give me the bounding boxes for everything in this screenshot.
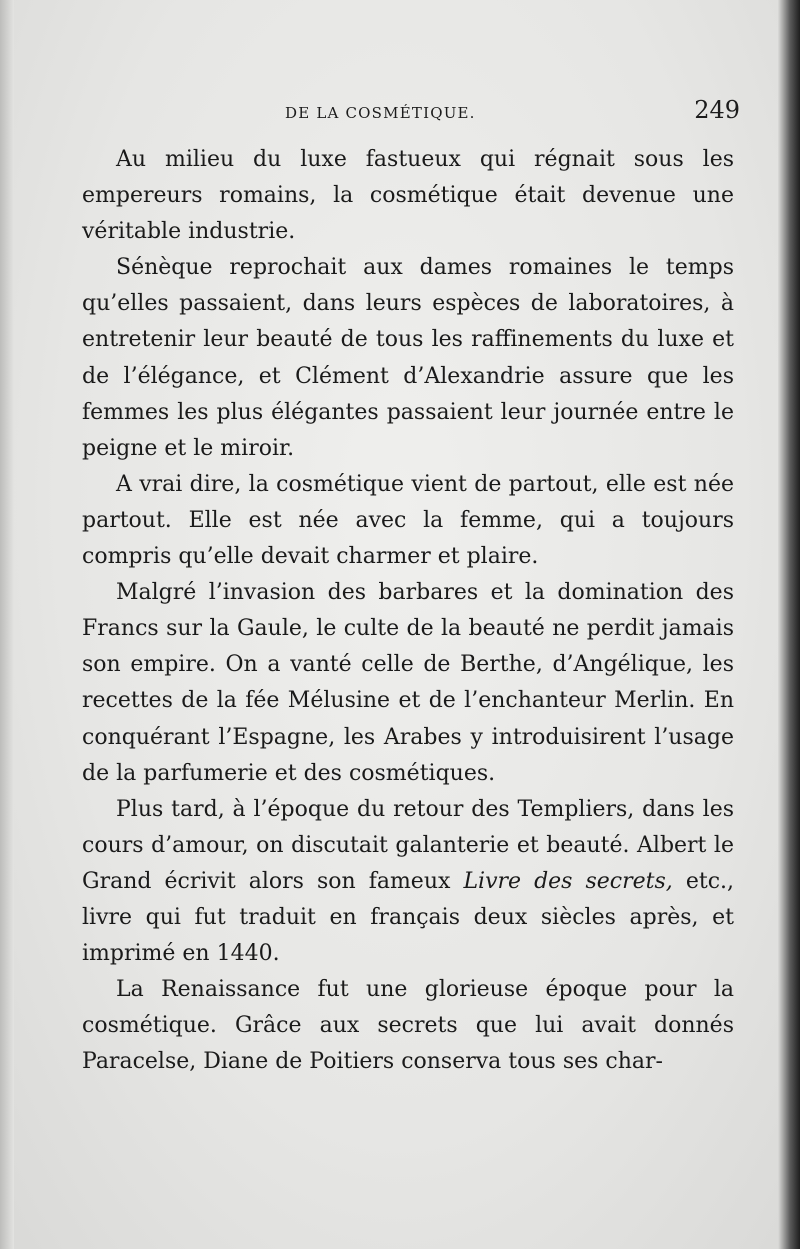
- paragraph-seneque: Sénèque reprochait aux dames romaines le temps qu’elles passaient, dans leurs espèces de laboratoires, à entretenir leur beauté de tous les raffinements du luxe et de l’élégance, et Clément d’Alexandrie assure que les femmes les plus élégantes passaient leur journée entre le peigne et le miroir.: [82, 255, 734, 461]
- paragraph-renaissance: La Renaissance fut une glorieuse époque pour la cosmétique. Grâce aux secrets que lui avait donnés Paracelse, Diane de Poitiers conserva tous ses char-: [82, 977, 734, 1075]
- paragraph-text-before-title: Plus tard, à l’époque du retour des Templiers, dans les cours d’amour, on discutait galanterie et beauté. Albert le Grand écrivit alors son fameux: [82, 796, 734, 894]
- running-title: DE LA COSMÉTIQUE.: [285, 104, 476, 122]
- paragraph-malgre: Malgré l’invasion des barbares et la domination des Francs sur la Gaule, le culte de la beauté ne perdit jamais son empire. On a vanté celle de Berthe, d’Angélique, les recettes de la fée Mélusine et de l’enchanteur Merlin. En conquérant l’Espagne, les Arabes y introduisirent l’usage de la parfumerie et des cosmétiques.: [82, 580, 734, 786]
- page-header: [80, 96, 740, 132]
- body-text: [82, 142, 734, 1080]
- paragraph-a-vrai-dire: A vrai dire, la cosmétique vient de partout, elle est née partout. Elle est née avec la femme, qui a toujours compris qu’elle devait charmer et plaire.: [82, 471, 734, 570]
- page-edge: [778, 0, 800, 1249]
- paragraph-plus-tard: [82, 792, 734, 972]
- book-title: Livre des secrets,: [463, 868, 673, 894]
- page-number: 249: [694, 96, 740, 124]
- paragraph-luxe: Au milieu du luxe fastueux qui régnait sous les empereurs romains, la cosmétique était devenue une véritable industrie.: [82, 147, 734, 245]
- page-gutter-shadow: [0, 0, 14, 1249]
- paragraph-text-after-title: etc., livre qui fut traduit en français deux siècles après, et imprimé en 1440.: [82, 868, 734, 967]
